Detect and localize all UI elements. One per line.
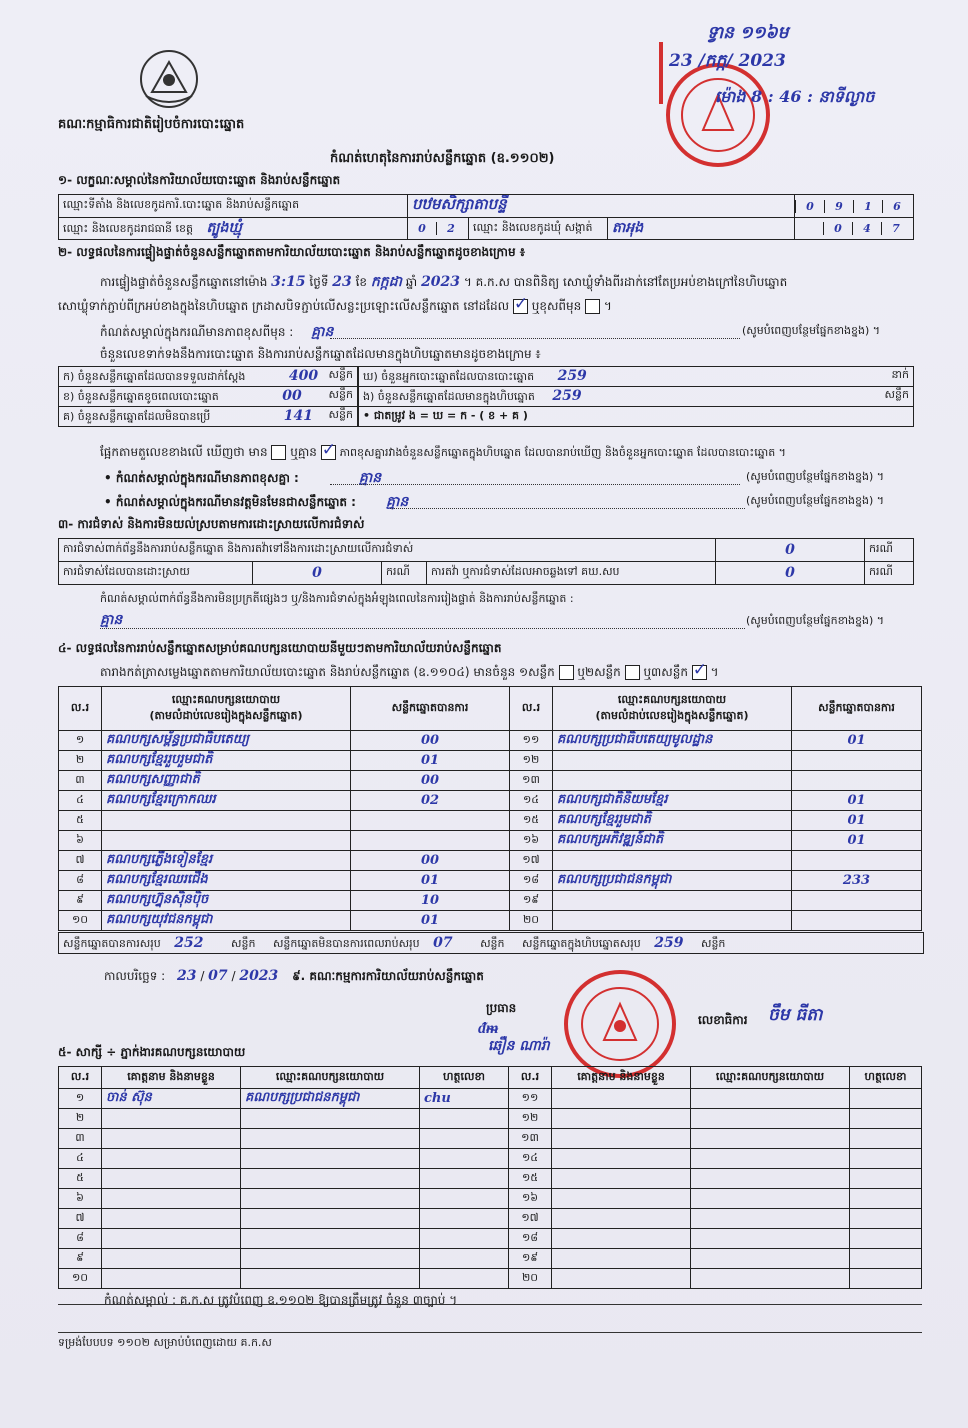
chief-name: ឆឿន ណារ៉ា: [488, 1038, 550, 1054]
valid-votes: [351, 811, 510, 831]
party-name: គណបក្សខ្មែររួបរួមជាតិ: [102, 751, 351, 771]
party-name: [553, 851, 792, 871]
form-code: ទម្រង់បែបបទ ១១០២ សម្រាប់បំពេញដោយ គ.ក.ស: [58, 1336, 272, 1349]
receipt-time: ម៉ោង 8 : 46 : នាទីល្ងាច: [715, 87, 875, 106]
witness-name: [102, 1209, 241, 1229]
note2: • កំណត់សម្គាល់ក្នុងករណីមានភាពខុសគ្នា : គ្មាន: [104, 470, 382, 486]
witness-party: [241, 1229, 420, 1249]
witness-party: [241, 1189, 420, 1209]
verify-time: 3:15: [271, 274, 306, 290]
row-number: ២០: [509, 1269, 552, 1289]
witness-party: [691, 1169, 850, 1189]
witness-signature: [420, 1269, 509, 1289]
witness-name: [102, 1269, 241, 1289]
valid-votes: [792, 891, 922, 911]
nec-emblem-icon: [138, 48, 200, 110]
results-row: [59, 891, 922, 911]
witness-row: [59, 1129, 922, 1149]
counts-intro: ចំនួនលេខទាក់ទងនឹងការបោះឆ្នោត និងការរាប់សន្លឹកឆ្នោតដែលមានក្នុងហិបឆ្នោតមានដូចខាងក្រោម ៖: [100, 347, 541, 361]
witness-row: [59, 1189, 922, 1209]
witness-signature: [420, 1249, 509, 1269]
count-row: គ) ចំនួនសន្លឹកឆ្នោតដែលមិនបានប្រើ 141 សន្លឹក • ជាតម្រូវ ង = ឃ = ក - ( ខ + គ ): [59, 407, 914, 427]
org-name: គណៈកម្មាធិការជាតិរៀបចំការបោះឆ្នោត: [58, 117, 245, 132]
valid-votes: 01: [351, 751, 510, 771]
witness-party: [691, 1249, 850, 1269]
secretary-label: លេខាធិការ: [698, 1013, 748, 1027]
verify-line2: សោឃ្លុំទាក់ភ្ជាប់ពីក្រអប់ខាងក្នុងនៃហិបឆ្នោត ក្រដាសបិទភ្ជាប់លើសន្លះប្រឡោះលើសន្លឹកឆ្នោត នៅដដែល ✓ ឬខុសពីមុន ។: [58, 298, 612, 316]
results-row: [59, 831, 922, 851]
party-name: គណបក្សសម្ព័ន្ធប្រជាធិបតេយ្យ: [102, 731, 351, 751]
row-number: ១៨: [510, 871, 553, 891]
two-sheet-checkbox[interactable]: [625, 665, 640, 680]
witness-party: [241, 1169, 420, 1189]
row-number: ៨: [59, 871, 102, 891]
results-row: [59, 811, 922, 831]
row-number: ៨: [59, 1229, 102, 1249]
row-number: ១៣: [510, 771, 553, 791]
row-number: ២: [59, 1109, 102, 1129]
committee-seal-icon: [560, 968, 680, 1080]
verify-month: កក្កដា: [370, 274, 402, 290]
row-number: ៤: [59, 791, 102, 811]
one-sheet-checkbox[interactable]: [559, 665, 574, 680]
party-name: គណបក្សខ្មែរឈរជើង: [102, 871, 351, 891]
witness-name: ចាន់ ស៊ុន: [102, 1089, 241, 1109]
receipt-date: 23 /កក្ក/ 2023: [669, 51, 786, 71]
witness-name: [552, 1089, 691, 1109]
section3-title: ៣- ការជំទាស់ និងការមិនយល់ស្របតាមការដោះស្រាយលើការជំទាស់: [58, 517, 365, 531]
witness-name: [102, 1129, 241, 1149]
row-number: ៦: [59, 831, 102, 851]
witness-party: [691, 1149, 850, 1169]
valid-votes: 01: [351, 871, 510, 891]
section2-title: ២- លទ្ធផលនៃការផ្ទៀងផ្ទាត់ចំនួនសន្លឹកឆ្នោតតាមការិយាល័យបោះឆ្នោត និងរាប់សន្លឹកឆ្នោតដូចខាងក្រោម ៖: [58, 245, 526, 259]
witness-row: [59, 1249, 922, 1269]
row-number: ៤: [59, 1149, 102, 1169]
witness-name: [552, 1209, 691, 1229]
witness-row: [59, 1229, 922, 1249]
party-name: គណបក្សខ្មែររួមជាតិ: [553, 811, 792, 831]
official-seal-icon: [663, 60, 773, 170]
chief-label: ប្រធាន: [486, 1001, 517, 1015]
witness-signature: [420, 1129, 509, 1149]
row-number: ១៩: [509, 1249, 552, 1269]
verify-day: 23: [332, 274, 352, 290]
results-row: [59, 871, 922, 891]
results-row: [59, 771, 922, 791]
witness-row: [59, 1149, 922, 1169]
section4-intro: តារាងកត់ត្រាសម្លេងឆ្នោតតាមការិយាល័យបោះឆ្នោត និងរាប់សន្លឹកឆ្នោត (ឧ.១១០៤) មានចំនួន ១សន្លឹក ឬ២សន្លឹក ឬ៣សន្លឹក ✓ ។: [100, 664, 719, 682]
party-name: គណបក្សអភិវឌ្ឍន៍ជាតិ: [553, 831, 792, 851]
results-row: [59, 731, 922, 751]
witness-party: [241, 1269, 420, 1289]
party-name: គណបក្សសញ្ញាជាតិ: [102, 771, 351, 791]
objection-table: ការជំទាស់ពាក់ព័ន្ធនឹងការរាប់សន្លឹកឆ្នោត និងការតវ៉ាទៅនឹងការដោះស្រាយលើការជំទាស់ 0 ករណី ការជំទាស់ដែលបានដោះស្រាយ 0 ករណី ការតវ៉ា ឬការជំទាស់ដែលអាចឆ្លងទៅ គឃ.សប 0 ករណី: [58, 538, 914, 585]
no-diff-checkbox[interactable]: [321, 445, 336, 460]
results-row: [59, 791, 922, 811]
witness-name: [552, 1129, 691, 1149]
witness-name: [552, 1269, 691, 1289]
row-number: ១: [59, 731, 102, 751]
row-number: ៥: [59, 1169, 102, 1189]
witness-name: [552, 1109, 691, 1129]
witness-signature: [850, 1169, 922, 1189]
row-number: ១២: [510, 751, 553, 771]
witness-name: [552, 1249, 691, 1269]
resolved-count: 0: [253, 562, 382, 585]
witness-signature: [420, 1109, 509, 1129]
row-number: ១៣: [509, 1129, 552, 1149]
witness-party: [691, 1229, 850, 1249]
witness-party: [691, 1189, 850, 1209]
note3: • កំណត់សម្គាល់ក្នុងករណីមានវត្តមិនមែនជាសន្លឹកឆ្នោត : គ្មាន: [104, 494, 409, 510]
witness-party: [691, 1129, 850, 1149]
section5-footnote: កំណត់សម្គាល់ : គ.ក.ស ត្រូវបំពេញ ឧ.១១០២ ឱ្យបានត្រឹមត្រូវ ចំនួន ៣ច្បាប់ ។: [104, 1293, 458, 1307]
witness-signature: [850, 1229, 922, 1249]
witness-party: [241, 1249, 420, 1269]
valid-votes: 01: [792, 731, 922, 751]
party-name: គណបក្សប្រជាធិបតេយ្យមូលដ្ឋាន: [553, 731, 792, 751]
note-value: គ្មាន: [311, 324, 334, 340]
objection-count: 0: [716, 539, 865, 562]
compare-line: ផ្អែកតាមតួលេខខាងលើ ឃើញថា មាន ឬគ្មាន ✓ ភាពខុសគ្នារវាងចំនួនសន្លឹកឆ្នោតក្នុងហិបឆ្នោត ដែលបានរាប់ឃើញ និងចំនួនអ្នកបោះឆ្នោត ដែលបានបោះឆ្នោត ។: [100, 444, 786, 462]
valid-votes: 01: [351, 911, 510, 931]
secretary-name: ចឹម ធីតា: [768, 1005, 823, 1025]
witness-signature: [850, 1209, 922, 1229]
party-name: គណបក្សយុវជនកម្ពុជា: [102, 911, 351, 931]
witness-signature: [420, 1169, 509, 1189]
total-invalid: 07: [433, 935, 453, 951]
witness-party: គណបក្សប្រជាជនកម្ពុជា: [241, 1089, 420, 1109]
row-number: ១៩: [510, 891, 553, 911]
form-title: កំណត់ហេតុនៃការរាប់សន្លឹកឆ្នោត (ឧ.១១០២): [330, 151, 555, 166]
row-number: ១៤: [510, 791, 553, 811]
total-valid: 252: [174, 935, 204, 951]
same-as-before-checkbox[interactable]: [513, 299, 528, 314]
results-row: [59, 851, 922, 871]
valid-votes: 233: [792, 871, 922, 891]
witness-signature: [850, 1149, 922, 1169]
party-name: [102, 831, 351, 851]
site-label: ឈ្មោះទីតាំង និងលេខកូដការិ.បោះឆ្នោត និងរាប់សន្លឹកឆ្នោត: [59, 195, 408, 218]
valid-votes: 01: [792, 791, 922, 811]
party-name: [553, 891, 792, 911]
witness-signature: [850, 1129, 922, 1149]
witness-name: [102, 1109, 241, 1129]
section3-note-value: គ្មាន: [100, 612, 123, 628]
witness-signature: [420, 1229, 509, 1249]
witness-table: ល.រ គោត្តនាម និងនាមខ្លួន ឈ្មោះគណបក្សនយោបាយ ហត្ថលេខា ល.រ គោត្តនាម និងនាមខ្លួន ឈ្មោះគណបក្សនយោបាយ ហត្ថលេខា ១ ចាន់ ស៊ុន គណបក្សប្រជាជនកម្ពុជា chu ១១ ២ ១២ ៣ ១៣ ៤ ១៤ ៥ ១៥ ៦ ១៦ ៧ ១៧ ៨ ១៨ ៩ ១៩ ១០ ២០: [58, 1066, 922, 1289]
row-number: ៦: [59, 1189, 102, 1209]
witness-signature: [850, 1109, 922, 1129]
witness-name: [102, 1169, 241, 1189]
valid-votes: 00: [351, 771, 510, 791]
row-number: ១៤: [509, 1149, 552, 1169]
row-number: ១៦: [509, 1189, 552, 1209]
site-code: 0 9 1 6: [795, 195, 914, 218]
row-number: ១១: [510, 731, 553, 751]
results-table: ល.រ ឈ្មោះគណបក្សនយោបាយ (តាមលំដាប់លេខរៀងក្នុងសន្លឹកឆ្នោត) សន្លឹកឆ្នោតបានការ ល.រ ឈ្មោះគណបក្សនយោបាយ (តាមលំដាប់លេខរៀងក្នុងសន្លឹកឆ្នោត) សន្លឹកឆ្នោតបានការ ១ គណបក្សសម្ព័ន្ធប្រជាធិបតេយ្យ 00 ១១ គណបក្សប្រជាធិបតេយ្យមូលដ្ឋាន 01 ២ គណបក្សខ្មែររួបរួមជាតិ 01 ១២ ៣ គណបក្សសញ្ញាជាតិ 00 ១៣ ៤ គណបក្សខ្មែរក្រោកឈរ 02 ១៤ គណបក្សជាតិនិយមខ្មែរ 01 ៥ ១៥ គណបក្សខ្មែររួមជាតិ 01 ៦ ១៦ គណបក្សអភិវឌ្ឍន៍ជាតិ 01 ៧ គណបក្សភ្លើងទៀនខ្មែរ 00 ១៧ ៨ គណបក្សខ្មែរឈរជើង 01 ១៨ គណបក្សប្រជាជនកម្ពុជា 233 ៩ គណបក្សហ្វ៊ុនស៊ិនប៉ិច 10 ១៩ ១០ គណបក្សយុវជនកម្ពុជា 01 ២០: [58, 686, 922, 931]
party-name: គណបក្សភ្លើងទៀនខ្មែរ: [102, 851, 351, 871]
row-number: ១៧: [510, 851, 553, 871]
row-number: ១២: [509, 1109, 552, 1129]
witness-party: [241, 1109, 420, 1129]
witness-row: [59, 1169, 922, 1189]
row-number: ១០: [59, 911, 102, 931]
row-number: ៣: [59, 1129, 102, 1149]
section1-title: ១- លក្ខណៈសម្គាល់នៃការិយាល័យបោះឆ្នោត និងរាប់សន្លឹកឆ្នោត: [58, 173, 341, 187]
witness-party: [691, 1089, 850, 1109]
witness-party: [241, 1129, 420, 1149]
party-name: [553, 771, 792, 791]
witness-row: [59, 1269, 922, 1289]
results-row: [59, 911, 922, 931]
valid-votes: 01: [792, 811, 922, 831]
party-name: [553, 751, 792, 771]
row-number: ១១: [509, 1089, 552, 1109]
row-number: ៧: [59, 1209, 102, 1229]
verify-line1: ការផ្ទៀងផ្ទាត់ចំនួនសន្លឹកឆ្នោតនៅម៉ោង 3:15 ថ្ងៃទី 23 ខែ កក្កដា ឆ្នាំ 2023 ។ គ.ក.ស បានពិនិត្យ សោឃ្លុំទាំងពីរដាក់នៅតែប្រអប់ខាងក្រៅនៃហិបឆ្នោត: [100, 274, 788, 290]
section1-table: [58, 194, 914, 240]
province-label: ឈ្មោះ និងលេខកូដរាជធានី ខេត្ត: [63, 222, 193, 235]
province-code: 0 2: [408, 218, 469, 240]
row-number: ៩: [59, 1249, 102, 1269]
witness-signature: [420, 1189, 509, 1209]
totals-row: សន្លឹកឆ្នោតបានការសរុប 252 សន្លឹក សន្លឹកឆ្នោតមិនបានការពេលរាប់សរុប 07 សន្លឹក សន្លឹកឆ្នោតក្នុងហិបឆ្នោតសរុប 259 សន្លឹក: [58, 932, 924, 954]
receipt-number: ទ្វាន ១១៦ម: [707, 23, 789, 43]
witness-name: [102, 1189, 241, 1209]
witness-signature: [420, 1209, 509, 1229]
row-number: ៣: [59, 771, 102, 791]
valid-votes: [792, 851, 922, 871]
note-line: កំណត់សម្គាល់ក្នុងករណីមានភាពខុសពីមុន : គ្មាន: [100, 324, 334, 340]
witness-party: [691, 1209, 850, 1229]
row-number: ១០: [59, 1269, 102, 1289]
form-page: គណៈកម្មាធិការជាតិរៀបចំការបោះឆ្នោត ទ្វាន ១១៦ម 23 /កក្ក/ 2023 ម៉ោង 8 : 46 : នាទីល្ងាច កំណត់ហេតុនៃការរាប់សន្លឹកឆ្នោត (ឧ.១១០២) ១- លក្ខណៈសម្គាល់នៃការិយាល័យបោះឆ្នោត និងរាប់សន្លឹកឆ្នោត ឈ្មោះទីតាំង និងលេខកូដការិ.បោះឆ្នោត និងរាប់សន្លឹកឆ្នោត បឋមសិក្សាតាបន្ទី 0 9 1 6 ឈ្មោះ និងលេខកូដរាជធានី ខេត្ត ត្បូងឃ្មុំ 0 2 ឈ្មោះ និងលេខកូដឃុំ សង្កាត់ តាអុង 0 4 7 ២- លទ្ធផលនៃការផ្ទៀងផ្ទាត់ចំនួនសន្លឹកឆ្នោតតាមការិយាល័យបោះឆ្នោត និងរាប់សន្លឹកឆ្នោតដូចខាងក្រោម ៖ ការផ្ទៀងផ្ទាត់ចំនួនសន្លឹកឆ្នោតនៅម៉ោង 3:15 ថ្ងៃទី 23 ខែ កក្កដា ឆ្នាំ 2023 ។ គ.ក.ស បានពិនិត្យ សោឃ្លុំទាំងពីរដាក់នៅតែប្រអប់ខាងក្រៅនៃហិបឆ្នោត សោឃ្លុំទាក់ភ្ជាប់ពីក្រអប់ខាងក្នុងនៃហិបឆ្នោត ក្រដាសបិទភ្ជាប់លើសន្លះប្រឡោះលើសន្លឹកឆ្នោត នៅដដែល ✓ ឬខុសពីមុន ។ កំណត់សម្គាល់ក្នុងករណីមានភាពខុសពីមុន : គ្មាន (សូមបំពេញបន្ថែមផ្នែកខាងខ្នង) ។ ចំនួនលេខទាក់ទងនឹងការបោះឆ្នោត និងការរាប់សន្លឹកឆ្នោតដែលមានក្នុងហិបឆ្នោតមានដូចខាងក្រោម ៖ ក) ចំនួនសន្លឹកឆ្នោតដែលបានទទួលដាក់ស្តែង 400 សន្លឹក ឃ) ចំនួនអ្នកបោះឆ្នោតដែលបានបោះឆ្នោត 259 នាក់ ខ) ចំនួនសន្លឹកឆ្នោតខូចពេលបោះឆ្នោត 00 សន្លឹក ង) ចំនួនសន្លឹកឆ្នោតដែលមានក្នុងហិបឆ្នោត 259 សន្លឹក គ) ចំនួនសន្លឹកឆ្នោតដែលមិនបានប្រើ 141 សន្លឹក • ជាតម្រូវ ង = ឃ = ក - ( ខ + គ ) ផ្អែកតាមតួលេខខាងលើ ឃើញថា មាន ឬគ្មាន ✓ ភាពខុសគ្នារវាងចំនួនសន្លឹកឆ្នោតក្នុងហិបឆ្នោត ដែលបានរាប់ឃើញ និងចំនួនអ្នកបោះឆ្នោត ដែលបានបោះឆ្នោត ។ • កំណត់សម្គាល់ក្នុងករណីមានភាពខុសគ្នា : គ្មាន (សូមបំពេញបន្ថែមផ្នែកខាងខ្នង) ។ • កំណត់សម្គាល់ក្នុងករណីមានវត្តមិនមែនជាសន្លឹកឆ្នោត : គ្មាន (សូមបំពេញបន្ថែមផ្នែកខាងខ្នង) ។ ៣- ការជំទាស់ និងការមិនយល់ស្របតាមការដោះស្រាយលើការជំទាស់ ការជំទាស់ពាក់ព័ន្ធនឹងការរាប់សន្លឹកឆ្នោត និងការតវ៉ាទៅនឹងការដោះស្រាយលើការជំទាស់ 0 ករណី ការជំទាស់ដែលបានដោះស្រាយ 0 ករណី ការតវ៉ា ឬការជំទាស់ដែលអាចឆ្លងទៅ គឃ.សប 0 ករណី កំណត់សម្គាល់ពាក់ព័ន្ធនឹងការមិនប្រក្រតីផ្សេងៗ ឬ/និងការជំទាស់ក្នុងអំឡុងពេលនៃការរៀងផ្ទាត់ និងការរាប់សន្លឹកឆ្នោត : គ្មាន (សូមបំពេញបន្ថែមផ្នែកខាងខ្នង) ។ ៤- លទ្ធផលនៃការរាប់សន្លឹកឆ្នោតសម្រាប់គណបក្សនយោបាយនីមួយៗតាមការិយាល័យរាប់សន្លឹកឆ្នោត តារាងកត់ត្រាសម្លេងឆ្នោតតាមការិយាល័យបោះឆ្នោត និងរាប់សន្លឹកឆ្នោត (ឧ.១១០៤) មានចំនួន ១សន្លឹក ឬ២សន្លឹក ឬ៣សន្លឹក ✓ ។ ល.រ ឈ្មោះគណបក្សនយោបាយ (តាមលំដាប់លេខរៀងក្នុងសន្លឹកឆ្នោត) សន្លឹកឆ្នោតបានការ ល.រ ឈ្មោះគណបក្សនយោបាយ (តាមលំដាប់លេខរៀងក្នុងសន្លឹកឆ្នោត) សន្លឹកឆ្នោតបានការ ១ គណបក្សសម្ព័ន្ធប្រជាធិបតេយ្យ 00 ១១ គណបក្សប្រជាធិបតេយ្យមូលដ្ឋាន 01 ២ គណបក្សខ្មែររួបរួមជាតិ 01 ១២ ៣ គណបក្សសញ្ញាជាតិ 00 ១៣ ៤ គណបក្សខ្មែរក្រោកឈរ 02 ១៤ គណបក្សជាតិនិយមខ្មែរ 01 ៥ ១៥ គណបក្សខ្មែររួមជាតិ 01 ៦ ១៦ គណបក្សអភិវឌ្ឍន៍ជាតិ 01 ៧ គណបក្សភ្លើងទៀនខ្មែរ 00 ១៧ ៨ គណបក្សខ្មែរឈរជើង 01 ១៨ គណបក្សប្រជាជនកម្ពុជា 233 ៩ គណបក្សហ្វ៊ុនស៊ិនប៉ិច 10 ១៩ ១០ គណបក្សយុវជនកម្ពុជា 01 ២០ សន្លឹកឆ្នោតបានការសរុប 252 សន្លឹក សន្លឹកឆ្នោតមិនបានការពេលរាប់សរុប 07 សន្លឹក សន្លឹកឆ្នោតក្នុងហិបឆ្នោតសរុប 259 សន្លឹក កាលបរិច្ឆេទ : 23 / 07 / 2023 ៩. គណៈកម្មការការិយាល័យរាប់សន្លឹកឆ្នោត ប្រធាន ᵭᵯ ឆឿន ណារ៉ា លេខាធិការ ចឹម ធីតា ៥- សាក្សី ÷ ភ្នាក់ងារគណបក្សនយោបាយ ល.រ គោត្តនាម និងនាមខ្លួន ឈ្មោះគណបក្សនយោបាយ ហត្ថលេខា ល.រ គោត្តនាម និងនាមខ្លួន ឈ្មោះគណបក្សនយោបាយ ហត្ថលេខា ១ ចាន់ ស៊ុន គណបក្សប្រជាជនកម្ពុជា chu ១១ ២ ១២ ៣ ១៣ ៤ ១៤ ៥ ១៥ ៦ ១៦ ៧ ១៧ ៨ ១៨ ៩ ១៩ ១០ ២០ កំណត់សម្គាល់ : គ.ក.ស ត្រូវបំពេញ ឧ.១១០២ ឱ្យបានត្រឹមត្រូវ ចំនួន ៣ច្បាប់ ។ ទម្រង់បែបបទ ១១០២ សម្រាប់បំពេញដោយ គ.ក.ស: [0, 0, 968, 1428]
witness-party: [691, 1269, 850, 1289]
witness-signature: [850, 1269, 922, 1289]
commune-label: ឈ្មោះ និងលេខកូដឃុំ សង្កាត់: [469, 218, 608, 240]
witness-party: [241, 1149, 420, 1169]
verify-year: 2023: [421, 274, 461, 290]
section5-title: ៥- សាក្សី ÷ ភ្នាក់ងារគណបក្សនយោបាយ: [58, 1045, 246, 1059]
row-number: ១៥: [510, 811, 553, 831]
commune-code: 0 4 7: [795, 218, 914, 240]
different-checkbox[interactable]: [585, 299, 600, 314]
has-diff-checkbox[interactable]: [271, 445, 286, 460]
chief-signature: ᵭᵯ: [478, 1018, 499, 1037]
count-row: ខ) ចំនួនសន្លឹកឆ្នោតខូចពេលបោះឆ្នោត 00 សន្លឹក ង) ចំនួនសន្លឹកឆ្នោតដែលមានក្នុងហិបឆ្នោត 259 សន្លឹក: [59, 387, 914, 407]
row-number: ១៨: [509, 1229, 552, 1249]
province-value: ត្បូងឃ្មុំ: [206, 220, 242, 236]
row-number: ៩: [59, 891, 102, 911]
site-value: បឋមសិក្សាតាបន្ទី: [408, 195, 795, 218]
three-sheet-checkbox[interactable]: [692, 665, 707, 680]
section3-note-label: កំណត់សម្គាល់ពាក់ព័ន្ធនឹងការមិនប្រក្រតីផ្សេងៗ ឬ/និងការជំទាស់ក្នុងអំឡុងពេលនៃការរៀងផ្ទាត់ និងការរាប់សន្លឹកឆ្នោត :: [100, 592, 574, 605]
witness-signature: [850, 1089, 922, 1109]
commune-value: តាអុង: [608, 218, 795, 240]
row-number: ២០: [510, 911, 553, 931]
total-in-box: 259: [654, 935, 684, 951]
witness-signature: [420, 1149, 509, 1169]
counts-table: [58, 366, 914, 427]
party-name: គណបក្សប្រជាជនកម្ពុជា: [553, 871, 792, 891]
count-row: ក) ចំនួនសន្លឹកឆ្នោតដែលបានទទួលដាក់ស្តែង 400 សន្លឹក ឃ) ចំនួនអ្នកបោះឆ្នោតដែលបានបោះឆ្នោត 259 នាក់: [59, 367, 914, 387]
witness-party: [241, 1209, 420, 1229]
results-row: [59, 751, 922, 771]
date-line: កាលបរិច្ឆេទ : 23 / 07 / 2023 ៩. គណៈកម្មការការិយាល័យរាប់សន្លឹកឆ្នោត: [104, 968, 484, 984]
valid-votes: 01: [792, 831, 922, 851]
witness-name: [552, 1229, 691, 1249]
witness-name: [552, 1169, 691, 1189]
valid-votes: 00: [351, 851, 510, 871]
witness-party: [691, 1109, 850, 1129]
witness-name: [102, 1249, 241, 1269]
valid-votes: [792, 771, 922, 791]
party-name: គណបក្សខ្មែរក្រោកឈរ: [102, 791, 351, 811]
valid-votes: 02: [351, 791, 510, 811]
witness-name: [102, 1229, 241, 1249]
party-name: គណបក្សជាតិនិយមខ្មែរ: [553, 791, 792, 811]
witness-signature: [850, 1249, 922, 1269]
witness-row: [59, 1109, 922, 1129]
party-name: [553, 911, 792, 931]
row-number: ១៧: [509, 1209, 552, 1229]
row-number: ១៥: [509, 1169, 552, 1189]
witness-row: [59, 1209, 922, 1229]
row-number: ២: [59, 751, 102, 771]
witness-name: [552, 1189, 691, 1209]
witness-name: [102, 1149, 241, 1169]
witness-signature: [850, 1189, 922, 1209]
valid-votes: [792, 751, 922, 771]
valid-votes: [792, 911, 922, 931]
row-number: ៥: [59, 811, 102, 831]
section4-title: ៤- លទ្ធផលនៃការរាប់សន្លឹកឆ្នោតសម្រាប់គណបក្សនយោបាយនីមួយៗតាមការិយាល័យរាប់សន្លឹកឆ្នោត: [58, 641, 502, 655]
witness-row: [59, 1089, 922, 1109]
receipt-stamp: [655, 8, 890, 168]
valid-votes: 10: [351, 891, 510, 911]
valid-votes: [351, 831, 510, 851]
escalated-count: 0: [716, 562, 865, 585]
witness-signature: chu: [420, 1089, 509, 1109]
party-name: គណបក្សហ្វ៊ុនស៊ិនប៉ិច: [102, 891, 351, 911]
party-name: [102, 811, 351, 831]
witness-name: [552, 1149, 691, 1169]
row-number: ១៦: [510, 831, 553, 851]
valid-votes: 00: [351, 731, 510, 751]
row-number: ៧: [59, 851, 102, 871]
row-number: ១: [59, 1089, 102, 1109]
